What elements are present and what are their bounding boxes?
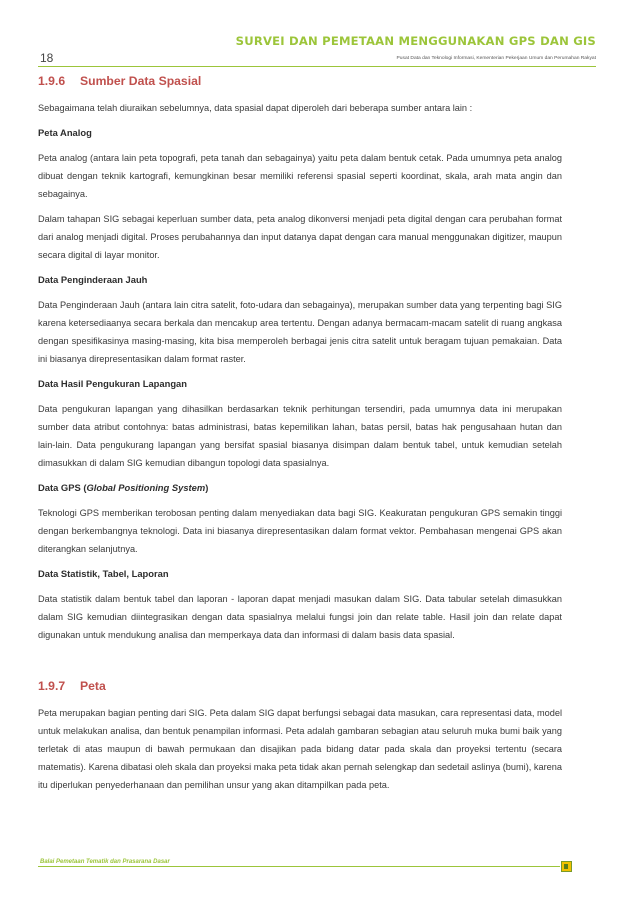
footer-institution: Balai Pemetaan Tematik dan Prasarana Dasar [40,859,170,865]
paragraph-penginderaan-jauh: Data Penginderaan Jauh (antara lain citra satelit, foto-udara dan sebagainya), merupakan sumber data yang terpenting bagi SIG karena ketersediaanya secara berkala dan mencakup area tertentu. Dengan adanya bermacam-macam satelit di ruang angkasa dengan spesifikasinya masing-masing, kita bisa memperoleh berbagai jenis citra satelit untuk beragam tujuan pemakaian. Data ini biasanya direpresentasikan dalam format raster. [38,300,562,364]
page-number: 18 [40,51,54,65]
heading-gps-emphasis: Global Positioning System [86,482,206,493]
section-number: 1.9.6 [38,74,66,88]
section-title: Peta [80,679,106,693]
header-title: SURVEI DAN PEMETAAN MENGGUNAKAN GPS DAN GIS [235,34,596,48]
paragraph-peta-analog-1: Peta analog (antara lain peta topografi, peta tanah dan sebagainya) yaitu peta dalam bentuk cetak. Pada umumnya peta analog dibuat dengan teknik kartografi, kemungkinan besar memiliki referensi spasial seperti koordinat, skala, arah mata angin dan sebagainya. [38,153,562,199]
paragraph-pengukuran-lapangan: Data pengukuran lapangan yang dihasilkan berdasarkan teknik perhitungan tersendiri, pada umumnya data ini merupakan sumber data atribut contohnya: batas administrasi, batas kepemilikan lahan, batas persil, batas hak pengusahaan hutan dan lain-lain. Data pengukurang lapangan yang bersifat spasial biasanya disimpan dalam bentuk tabel, untuk kemudian setelah dimasukkan di dalam SIG kemudian dibangun topologi data spasialnya. [38,404,562,468]
paragraph-peta: Peta merupakan bagian penting dari SIG. Peta dalam SIG dapat berfungsi sebagai data masukan, cara representasi data, model untuk melakukan analisa, dan bentuk penampilan informasi. Peta adalah gambaran sebagian atau seluruh muka bumi baik yang terletak di atas maupun di bawah permukaan dan disajikan pada bidang datar pada skala dan proyeksi tertentu (secara matematis). Karena dibatasi oleh skala dan proyeksi maka peta tidak akan pernah selengkap dan sedetail aslinya (bumi), karena itu diperlukan penyederhanaan dan pemilihan unsur yang akan ditampilkan pada peta. [38,708,563,790]
heading-data-gps [38,479,562,497]
heading-gps-suffix: ) [205,482,209,493]
section-heading-peta [38,676,562,697]
paragraph-data-gps: Teknologi GPS memberikan terobosan penting dalam menyediakan data bagi SIG. Keakuratan pengukuran GPS semakin tinggi dengan berkembangnya teknologi. Data ini biasanya direpresentasikan dalam format vektor. Pembahasan mengenai GPS akan diterangkan selanjutnya. [38,508,562,554]
paragraph-statistik: Data statistik dalam bentuk tabel dan laporan - laporan dapat menjadi masukan dalam SIG. Data tabular setelah dimasukkan dalam SIG kemudian diintegrasikan dengan data spasialnya melalui fungsi join dan relate table. Hasil join dan relate dapat digunakan untuk mendukung analisa dan memperkaya data dan informasi di dalam basis data spasial. [38,594,562,640]
footer-divider [38,866,560,867]
section-title: Sumber Data Spasial [80,74,202,88]
section-heading-sumber-data [38,71,562,92]
section-number: 1.9.7 [38,679,66,693]
heading-gps-prefix: Data GPS ( [38,482,87,493]
paragraph-peta-analog-2: Dalam tahapan SIG sebagai keperluan sumber data, peta analog dikonversi menjadi peta digital dengan cara perubahan format dari analog menjadi digital. Proses perubahannya dan input datanya dapat dengan cara manual menggunakan digitizer, maupun secara digital di layar monitor. [38,214,562,260]
page-content [38,70,562,794]
header-source: Pusat Data dan Teknologi Informasi, Kementerian Pekerjaan Umum dan Perumahan Rakyat [396,56,596,61]
institution-logo-icon [561,861,572,872]
heading-peta-analog: Peta Analog [38,127,92,138]
heading-penginderaan-jauh: Data Penginderaan Jauh [38,274,148,285]
heading-pengukuran-lapangan: Data Hasil Pengukuran Lapangan [38,378,187,389]
heading-statistik: Data Statistik, Tabel, Laporan [38,568,169,579]
intro-paragraph: Sebagaimana telah diuraikan sebelumnya, data spasial dapat diperoleh dari beberapa sumber antara lain : [38,103,473,113]
header-divider [38,66,596,67]
